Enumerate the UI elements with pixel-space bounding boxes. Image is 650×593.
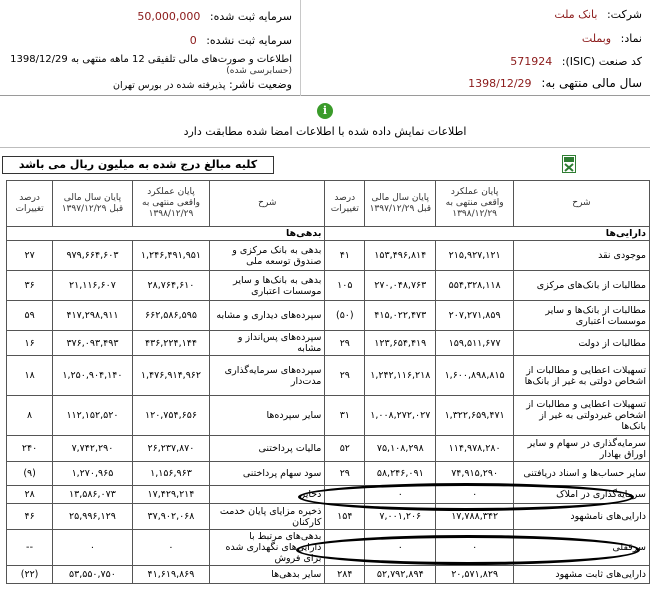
- table-row: [7, 241, 650, 271]
- liability-actual: ۱۲۰,۷۵۴,۶۵۶: [132, 396, 209, 436]
- col-actual-left: پایان عملکرد واقعی منتهی به ۱۳۹۸/۱۲/۲۹: [132, 181, 209, 227]
- status-value: پذیرفته شده در بورس تهران: [113, 80, 226, 91]
- asset-prev: ۷۵,۱۰۸,۲۹۸: [365, 436, 436, 462]
- liability-desc: سپرده‌های دیداری و مشابه: [210, 301, 325, 331]
- symbol-value[interactable]: وبملت: [581, 32, 612, 45]
- section-row: [7, 227, 650, 241]
- liability-actual: ۴۳۶,۲۲۴,۱۴۴: [132, 331, 209, 356]
- asset-prev: ۱۵۳,۴۹۶,۸۱۴: [365, 241, 436, 271]
- table-row: [7, 396, 650, 436]
- liability-desc: سپرده‌های پس‌انداز و مشابه: [210, 331, 325, 356]
- liability-desc: سایر سپرده‌ها: [210, 396, 325, 436]
- liability-actual: ۴۱,۶۱۹,۸۶۹: [132, 566, 209, 584]
- status-row: [113, 78, 292, 91]
- liability-prev: ۳۷۶,۰۹۳,۴۹۳: [53, 331, 133, 356]
- liability-actual: ۲۸,۷۶۴,۶۱۰: [132, 271, 209, 301]
- asset-actual: ۲۱۵,۹۲۷,۱۲۱: [436, 241, 513, 271]
- asset-pct: (۵۰): [325, 301, 365, 331]
- col-desc-right: شرح: [513, 181, 649, 227]
- asset-desc: مطالبات از بانک‌ها و سایر موسسات اعتباری: [513, 301, 649, 331]
- excel-export-icon[interactable]: [562, 155, 576, 173]
- asset-prev: ۵۲,۷۹۲,۸۹۴: [365, 566, 436, 584]
- company-label: شرکت:: [606, 8, 642, 21]
- asset-prev: ۵۸,۲۴۶,۰۹۱: [365, 462, 436, 486]
- capital-value: 50,000,000: [137, 10, 201, 23]
- asset-desc: سرمایه‌گذاری در سهام و سایر اوراق بهادار: [513, 436, 649, 462]
- table-row: [7, 301, 650, 331]
- liability-actual: ۲۶,۲۳۷,۸۷۰: [132, 436, 209, 462]
- capital-row: [137, 10, 292, 23]
- col-actual-right: پایان عملکرد واقعی منتهی به ۱۳۹۸/۱۲/۲۹: [436, 181, 513, 227]
- table-header-row: [7, 181, 650, 227]
- header-left-column: [0, 0, 300, 96]
- liability-desc: ذخیره مزایای پایان خدمت کارکنان: [210, 504, 325, 530]
- table-row: [7, 530, 650, 566]
- header-right-column: [300, 0, 650, 96]
- asset-desc: دارایی‌های ثابت مشهود: [513, 566, 649, 584]
- asset-desc: موجودی نقد: [513, 241, 649, 271]
- liability-desc: بدهی به بانک مرکزی و صندوق توسعه ملی: [210, 241, 325, 271]
- asset-actual: ۲۰,۵۷۱,۸۲۹: [436, 566, 513, 584]
- asset-actual: ۲۰۷,۲۷۱,۸۵۹: [436, 301, 513, 331]
- col-desc-left: شرح: [210, 181, 325, 227]
- asset-prev: ۲۷۰,۰۴۸,۷۶۳: [365, 271, 436, 301]
- asset-pct: ۱۰۵: [325, 271, 365, 301]
- liability-actual: ۳۷,۹۰۲,۰۶۸: [132, 504, 209, 530]
- unreg-capital-label: سرمایه ثبت نشده:: [206, 34, 292, 47]
- asset-actual: ۷۴,۹۱۵,۲۹۰: [436, 462, 513, 486]
- asset-actual: ۵۵۴,۳۲۸,۱۱۸: [436, 271, 513, 301]
- liability-pct: ۱۶: [7, 331, 53, 356]
- unreg-capital-value: 0: [189, 34, 197, 47]
- unit-note: کلیه مبالغ درج شده به میلیون ریال می باشد: [2, 156, 274, 174]
- col-prev-left: پایان سال مالی قبل ۱۳۹۷/۱۲/۲۹: [53, 181, 133, 227]
- asset-pct: ۲۹: [325, 356, 365, 396]
- col-pct-right: درصد تغییرات: [325, 181, 365, 227]
- table-row: [7, 436, 650, 462]
- table-row: [7, 486, 650, 504]
- asset-pct: ۲۹: [325, 331, 365, 356]
- asset-actual: ۱۱۴,۹۷۸,۲۸۰: [436, 436, 513, 462]
- asset-pct: ۱۵۴: [325, 504, 365, 530]
- asset-pct: [325, 530, 365, 566]
- liability-actual: ۱,۲۴۶,۴۹۱,۹۵۱: [132, 241, 209, 271]
- asset-prev: ۱,۲۴۲,۱۱۶,۲۱۸: [365, 356, 436, 396]
- liability-pct: ۱۸: [7, 356, 53, 396]
- liability-prev: ۱,۲۷۰,۹۶۵: [53, 462, 133, 486]
- asset-actual: ۰: [436, 530, 513, 566]
- unreg-capital-row: [190, 34, 292, 47]
- table-row: [7, 331, 650, 356]
- liability-actual: ۱,۱۵۶,۹۶۳: [132, 462, 209, 486]
- liability-prev: ۵۳,۵۵۰,۷۵۰: [53, 566, 133, 584]
- liability-pct: --: [7, 530, 53, 566]
- asset-desc: تسهیلات اعطایی و مطالبات از اشخاص دولتی به غیر از بانک‌ها: [513, 356, 649, 396]
- asset-actual: ۱۵۹,۵۱۱,۶۷۷: [436, 331, 513, 356]
- liability-actual: ۰: [132, 530, 209, 566]
- liability-pct: ۲۸: [7, 486, 53, 504]
- asset-desc: سایر حساب‌ها و اسناد دریافتنی: [513, 462, 649, 486]
- liability-pct: ۲۴۰: [7, 436, 53, 462]
- liability-pct: ۵۹: [7, 301, 53, 331]
- liability-desc: مالیات پرداختنی: [210, 436, 325, 462]
- liability-prev: ۱,۲۵۰,۹۰۴,۱۴۰: [53, 356, 133, 396]
- liability-desc: بدهی به بانک‌ها و سایر موسسات اعتباری: [210, 271, 325, 301]
- table-row: [7, 271, 650, 301]
- asset-prev: ۴۱۵,۰۲۲,۴۷۳: [365, 301, 436, 331]
- liability-prev: ۴۱۷,۲۹۸,۹۱۱: [53, 301, 133, 331]
- report-title[interactable]: اطلاعات و صورت‌های مالی تلفیقی 12 ماهه منتهی به 1398/12/29: [10, 54, 292, 65]
- col-pct-left: درصد تغییرات: [7, 181, 53, 227]
- isic-row: [510, 55, 642, 68]
- liability-prev: ۹۷۹,۶۶۴,۶۰۳: [53, 241, 133, 271]
- asset-pct: ۲۸۴: [325, 566, 365, 584]
- asset-desc: مطالبات از دولت: [513, 331, 649, 356]
- liability-prev: ۱۳,۵۸۶,۰۷۳: [53, 486, 133, 504]
- liability-prev: ۷,۷۴۲,۲۹۰: [53, 436, 133, 462]
- status-label: وضعیت ناشر:: [229, 78, 292, 91]
- asset-prev: ۰: [365, 530, 436, 566]
- asset-desc: تسهیلات اعطایی و مطالبات از اشخاص غیردولتی به غیر از بانک‌ها: [513, 396, 649, 436]
- asset-prev: ۷,۰۰۱,۲۰۶: [365, 504, 436, 530]
- symbol-row: [582, 32, 642, 45]
- asset-pct: [325, 486, 365, 504]
- isic-value: 571924: [510, 55, 553, 68]
- asset-desc: سرمایه‌گذاری در املاک: [513, 486, 649, 504]
- assets-section-title: دارایی‌ها: [325, 227, 650, 241]
- statement-header: [0, 0, 650, 96]
- company-row: [554, 8, 642, 21]
- liability-desc: ذخایر: [210, 486, 325, 504]
- report-subtitle: (حسابرسی شده): [226, 66, 292, 76]
- table-row: [7, 356, 650, 396]
- liability-desc: سایر بدهی‌ها: [210, 566, 325, 584]
- asset-actual: ۰: [436, 486, 513, 504]
- info-icon: i: [317, 103, 333, 119]
- asset-prev: ۱۲۳,۶۵۴,۴۱۹: [365, 331, 436, 356]
- liabilities-section-title: بدهی‌ها: [7, 227, 325, 241]
- asset-desc: دارایی‌های نامشهود: [513, 504, 649, 530]
- asset-actual: ۱۷,۷۸۸,۳۴۲: [436, 504, 513, 530]
- verification-text: اطلاعات نمایش داده شده با اطلاعات امضا شده مطابقت دارد: [183, 125, 467, 138]
- liability-pct: ۴۶: [7, 504, 53, 530]
- liability-prev: ۰: [53, 530, 133, 566]
- table-row: [7, 566, 650, 584]
- balance-sheet-table: [6, 180, 650, 584]
- capital-label: سرمایه ثبت شده:: [209, 10, 292, 23]
- liability-pct: ۸: [7, 396, 53, 436]
- liability-desc: بدهی‌های مرتبط با دارایی‌های نگهداری شده برای فروش: [210, 530, 325, 566]
- asset-prev: ۰: [365, 486, 436, 504]
- fiscal-row: [468, 76, 642, 90]
- liability-desc: سپرده‌های سرمایه‌گذاری مدت‌دار: [210, 356, 325, 396]
- asset-desc: سرقفلی: [513, 530, 649, 566]
- liability-actual: ۱۷,۴۲۹,۲۱۴: [132, 486, 209, 504]
- liability-pct: ۲۷: [7, 241, 53, 271]
- symbol-label: نماد:: [620, 32, 642, 45]
- liability-pct: ۳۶: [7, 271, 53, 301]
- isic-label: کد صنعت (ISIC):: [561, 55, 642, 68]
- table-row: [7, 504, 650, 530]
- table-row: [7, 462, 650, 486]
- fiscal-label: سال مالی منتهی به:: [541, 76, 642, 90]
- liability-pct: (۹): [7, 462, 53, 486]
- liability-prev: ۲۵,۹۹۶,۱۲۹: [53, 504, 133, 530]
- asset-pct: ۲۹: [325, 462, 365, 486]
- liability-pct: (۲۲): [7, 566, 53, 584]
- asset-prev: ۱,۰۰۸,۲۷۲,۰۲۷: [365, 396, 436, 436]
- liability-prev: ۲۱,۱۱۶,۶۰۷: [53, 271, 133, 301]
- company-value[interactable]: بانک ملت: [554, 8, 598, 21]
- liability-actual: ۱,۴۷۶,۹۱۴,۹۶۲: [132, 356, 209, 396]
- asset-actual: ۱,۶۰۰,۸۹۸,۸۱۵: [436, 356, 513, 396]
- asset-actual: ۱,۳۲۲,۶۵۹,۴۷۱: [436, 396, 513, 436]
- liability-prev: ۱۱۲,۱۵۲,۵۲۰: [53, 396, 133, 436]
- asset-desc: مطالبات از بانک‌های مرکزی: [513, 271, 649, 301]
- asset-pct: ۴۱: [325, 241, 365, 271]
- fiscal-value: 1398/12/29: [468, 77, 532, 90]
- liability-desc: سود سهام پرداختنی: [210, 462, 325, 486]
- asset-pct: ۳۱: [325, 396, 365, 436]
- col-prev-right: پایان سال مالی قبل ۱۳۹۷/۱۲/۲۹: [365, 181, 436, 227]
- asset-pct: ۵۲: [325, 436, 365, 462]
- liability-actual: ۶۶۲,۵۸۶,۵۹۵: [132, 301, 209, 331]
